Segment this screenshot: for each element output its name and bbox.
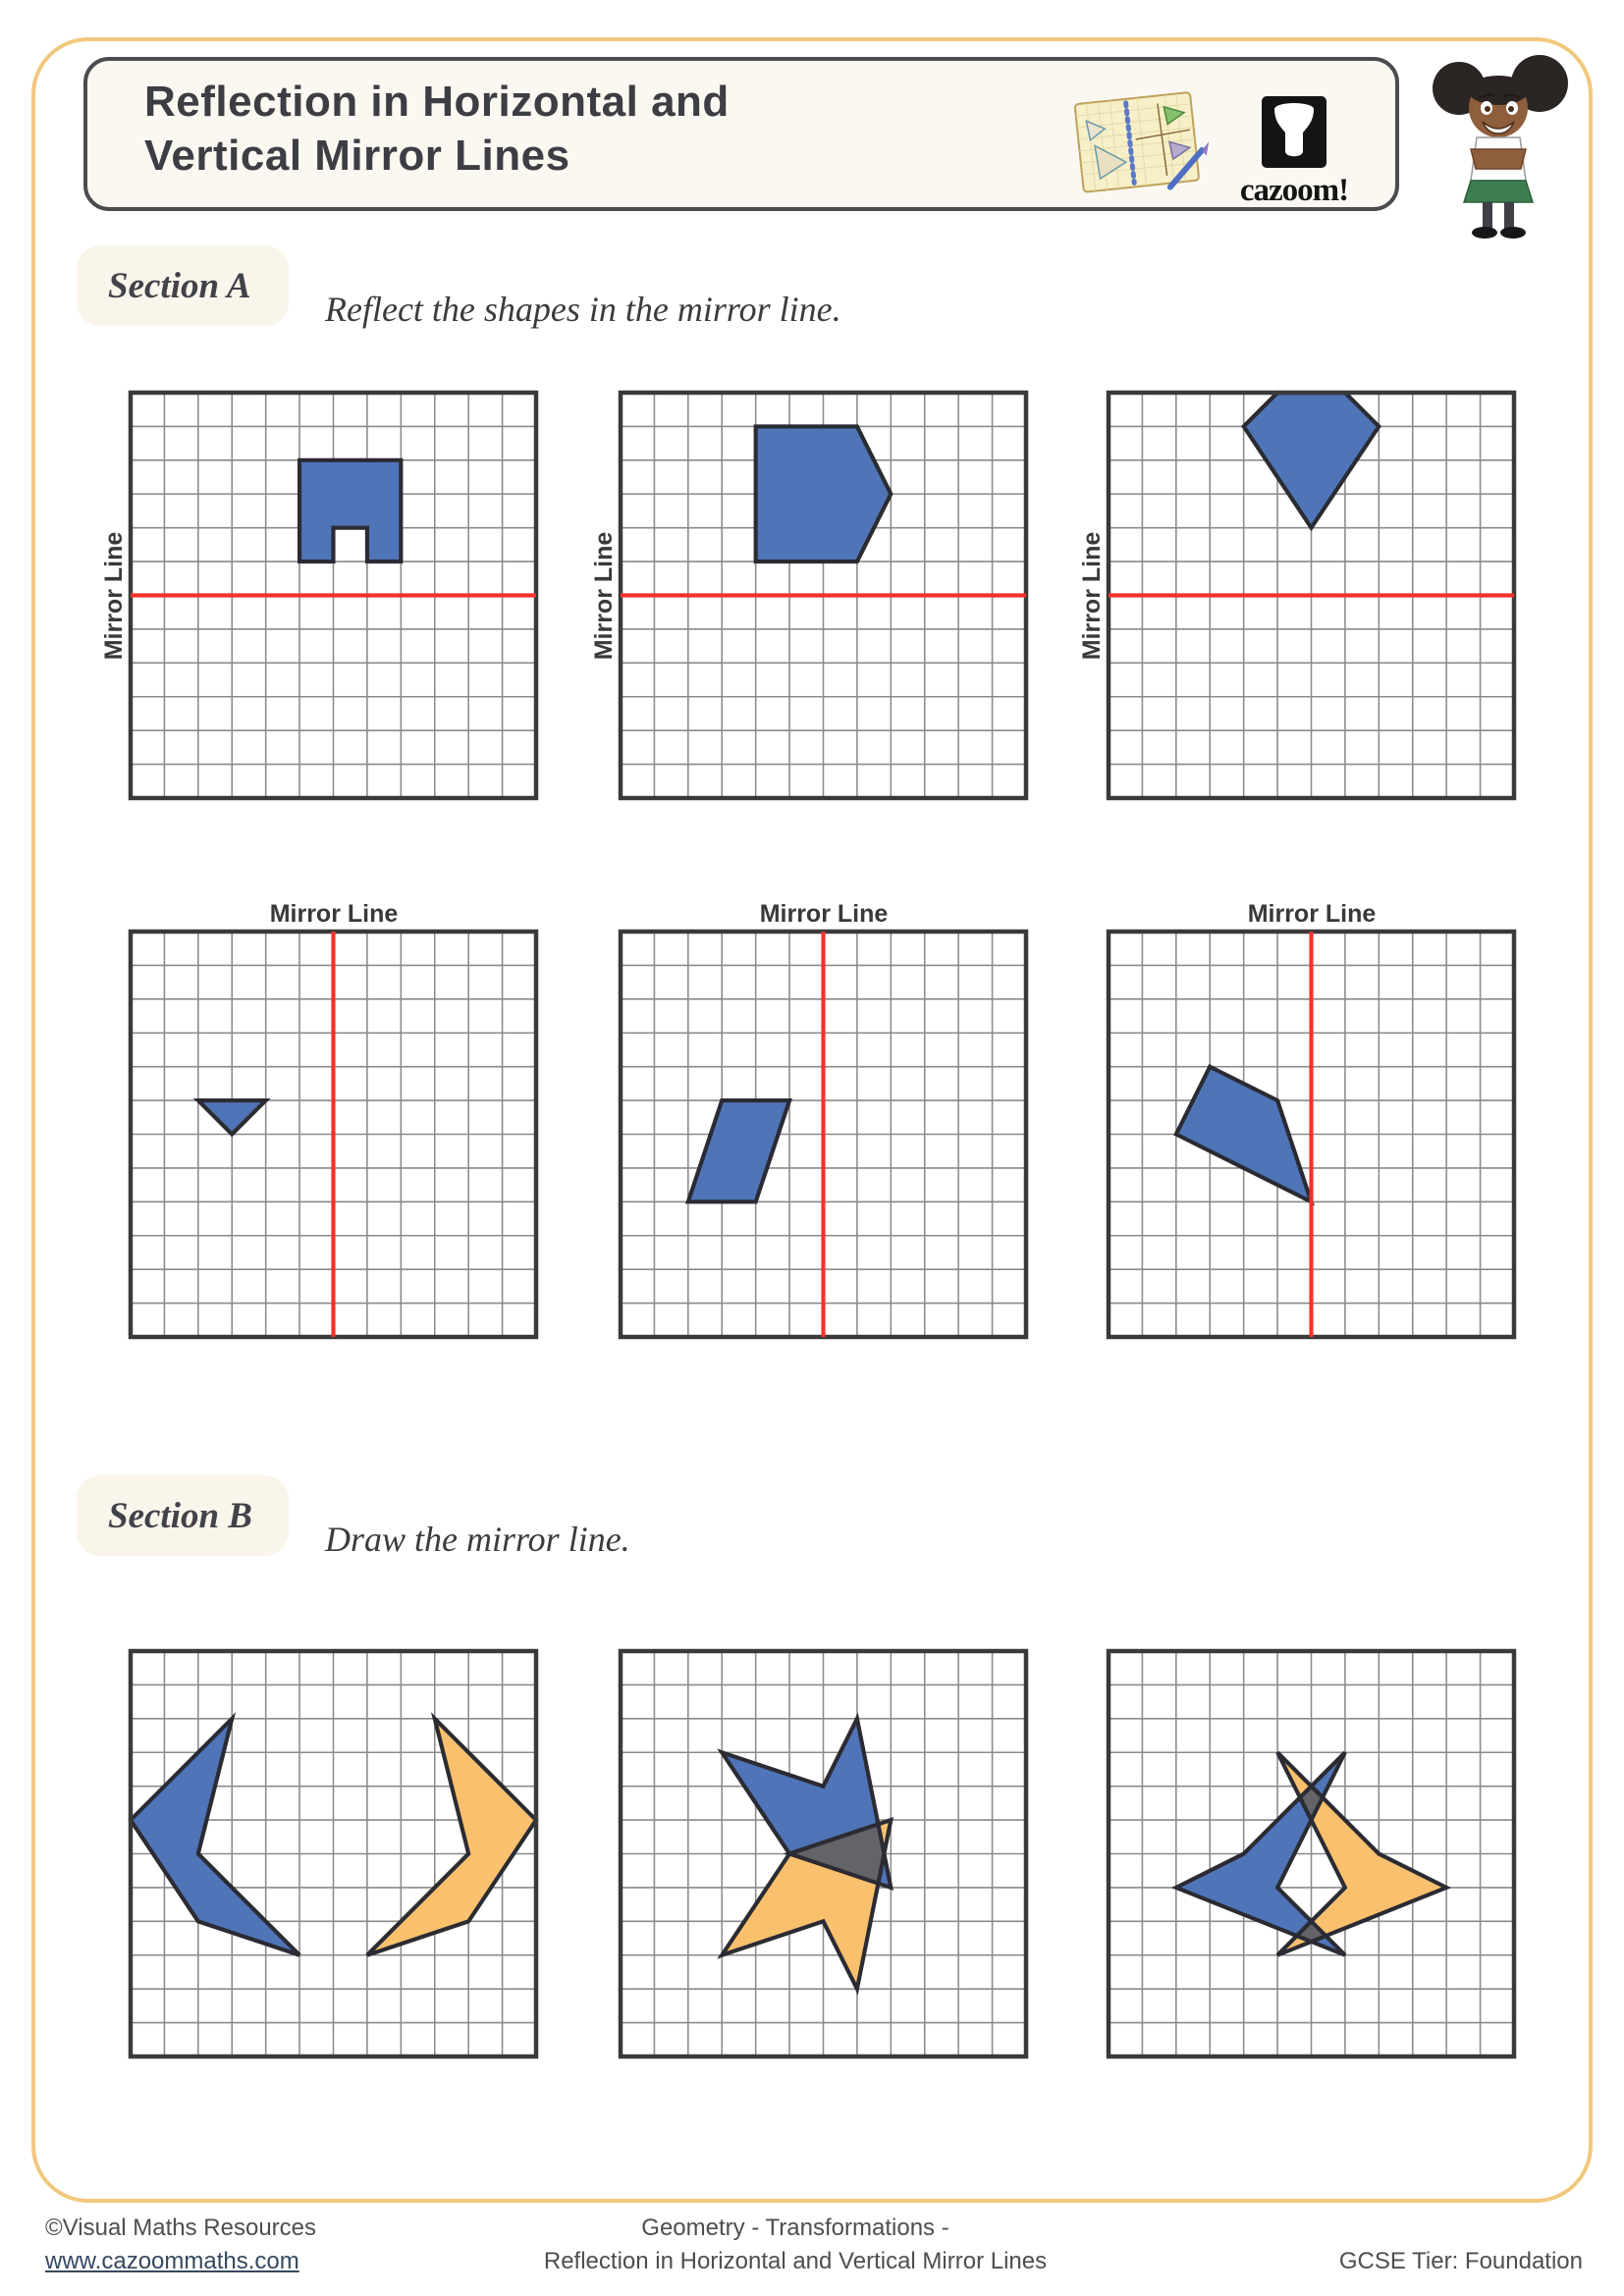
blue-shape — [131, 1719, 299, 1955]
cazoom-drum-logo — [1262, 96, 1326, 168]
grid-a1 — [131, 393, 536, 798]
blue-shape — [1244, 393, 1380, 528]
orange-shape — [367, 1719, 536, 1955]
section-b-label: Section B — [108, 1495, 252, 1536]
grid-panel-a2 — [621, 393, 1026, 798]
brand-wordmark: cazoom! — [1239, 173, 1349, 208]
grid-a6 — [1109, 932, 1514, 1337]
blue-shape — [688, 1100, 789, 1201]
header — [83, 57, 1399, 211]
footer-topic-line1: Geometry - Transformations - — [641, 2215, 949, 2241]
page-title — [144, 75, 730, 183]
grid-panel-a1 — [131, 393, 536, 798]
section-a-label: Section A — [108, 265, 251, 306]
grid-b2 — [621, 1651, 1026, 2056]
footer-copyright: ©Visual Maths Resources — [45, 2215, 317, 2241]
mirror-line-label: Mirror Line — [1247, 900, 1377, 928]
geometry-notebook-icon — [1067, 86, 1215, 202]
grid-a3 — [1109, 393, 1514, 798]
mirror-line-label: Mirror Line — [100, 531, 128, 661]
footer-website-link[interactable]: www.cazoommaths.com — [45, 2248, 299, 2274]
grid-panel-a5 — [621, 932, 1026, 1337]
grid-a4 — [131, 932, 536, 1337]
student-character-illustration — [1422, 51, 1579, 242]
section-b-chip — [77, 1475, 289, 1556]
grid-a5 — [621, 932, 1026, 1337]
section-a-instruction: Reflect the shapes in the mirror line. — [325, 290, 841, 329]
grid-b3 — [1109, 1651, 1514, 2056]
mirror-line-label: Mirror Line — [590, 531, 618, 661]
section-a-chip — [77, 245, 289, 326]
footer-topic-line2: Reflection in Horizontal and Vertical Mirror Lines — [543, 2248, 1048, 2274]
grid-a2 — [621, 393, 1026, 798]
mirror-line-label: Mirror Line — [269, 900, 399, 928]
grid-panel-a4 — [131, 932, 536, 1337]
mirror-line-label: Mirror Line — [759, 900, 889, 928]
grid-panel-b3 — [1109, 1651, 1514, 2056]
section-b-instruction: Draw the mirror line. — [325, 1520, 630, 1559]
blue-shape — [756, 426, 892, 561]
blue-shape — [198, 1100, 266, 1134]
grid-b1 — [131, 1651, 536, 2056]
page-title-line1: Reflection in Horizontal and — [144, 78, 730, 126]
mirror-line-label: Mirror Line — [1078, 531, 1106, 661]
page-title-line2: Vertical Mirror Lines — [144, 132, 570, 180]
grid-panel-b1 — [131, 1651, 536, 2056]
grid-panel-b2 — [621, 1651, 1026, 2056]
grid-panel-a6 — [1109, 932, 1514, 1337]
blue-shape — [299, 460, 401, 561]
footer-tier: GCSE Tier: Foundation — [1338, 2248, 1583, 2274]
grid-panel-a3 — [1109, 393, 1514, 798]
